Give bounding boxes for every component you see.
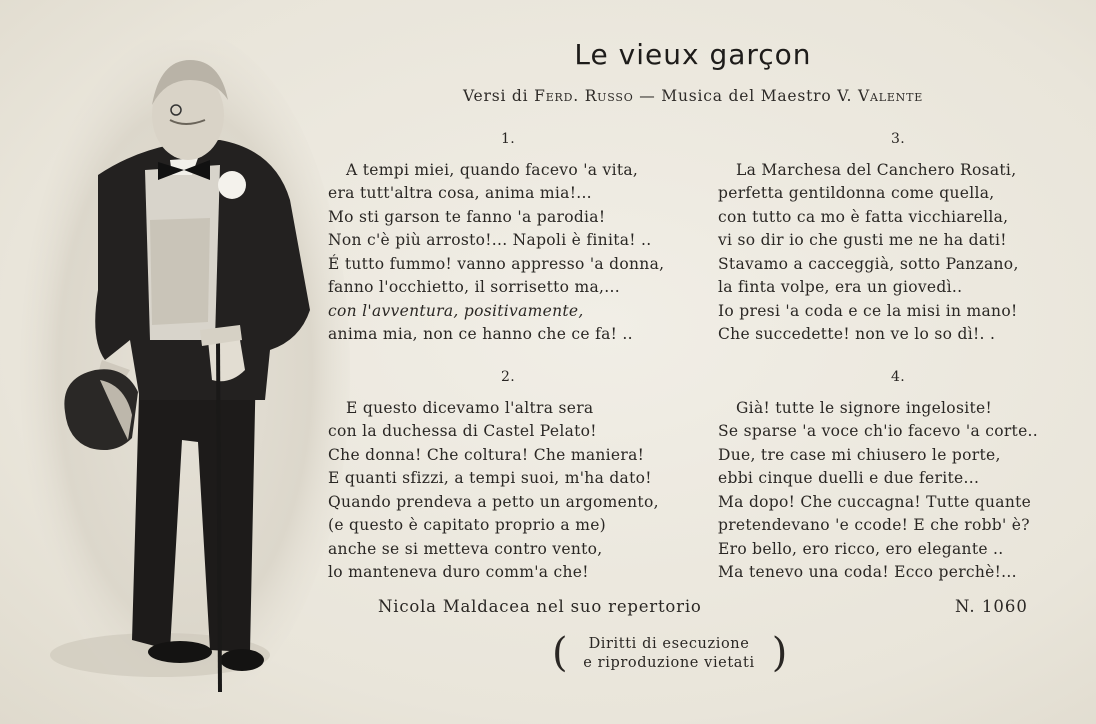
credits-poet: Ferd. Russo (534, 87, 634, 105)
verse-line: Quando prendeva a petto un argomento, (328, 492, 659, 511)
verse-number: 3. (891, 131, 905, 147)
verse-line: era tutt'altra cosa, anima mia!... (328, 184, 592, 202)
verse-line: Ma dopo! Che cuccagna! Tutte quante (718, 492, 1032, 511)
rights-text (572, 635, 766, 673)
credits-prefix: Versi di (462, 87, 529, 105)
credits-separator: — Musica del Maestro (639, 87, 832, 105)
verse-line: ebbi cinque duelli e due ferite... (718, 469, 980, 487)
verse-line: con l'avventura, positivamente, (328, 301, 584, 320)
song-credits (0, 87, 1096, 105)
verse-line: E questo dicevamo l'altra sera (346, 398, 594, 417)
verse-line: Che succedette! non ve lo so dì!. . (718, 325, 996, 343)
rights-line-1: Diritti di esecuzione (588, 636, 750, 652)
verse-line: La Marchesa del Canchero Rosati, (736, 160, 1017, 179)
verse-line: vi so dir io che gusti me ne ha dati! (718, 231, 1007, 249)
verse-line: A tempi miei, quando facevo 'a vita, (346, 160, 639, 179)
performer-portrait (20, 40, 350, 710)
verse-number: 2. (501, 369, 515, 385)
verse-line: É tutto fummo! vanno appresso 'a donna, (328, 254, 665, 273)
verse-line: con tutto ca mo è fatta vicchiarella, (718, 207, 1009, 226)
verse-line: Ero bello, ero ricco, ero elegante .. (718, 539, 1004, 558)
verse-line: Non c'è più arrosto!... Napoli è finita! .. (328, 231, 652, 249)
verse-line: perfetta gentildonna come quella, (718, 184, 995, 202)
rights-notice (552, 630, 788, 676)
verse-line: Già! tutte le signore ingelosite! (736, 398, 992, 417)
verse-line: pretendevano 'e ccode! E che robb' è? (718, 516, 1030, 534)
rights-line-2: e riproduzione vietati (583, 655, 755, 671)
left-parenthesis: ( (552, 630, 569, 676)
verse-2 (328, 366, 688, 585)
verse-line: lo manteneva duro comm'a che! (328, 563, 589, 581)
verse-line: Io presi 'a coda e ce la misi in mano! (718, 301, 1018, 320)
verse-line: Mo sti garson te fanno 'a parodia! (328, 207, 606, 226)
verse-line: anima mia, non ce hanno che ce fa! .. (328, 325, 633, 343)
verse-line: Due, tre case mi chiusero le porte, (718, 445, 1001, 464)
verse-line: Ma tenevo una coda! Ecco perchè!... (718, 563, 1017, 581)
verse-line: Che donna! Che coltura! Che maniera! (328, 445, 645, 464)
right-parenthesis: ) (771, 630, 788, 676)
verse-line: fanno l'occhietto, il sorrisetto ma,... (328, 278, 620, 296)
verse-number: 1. (501, 131, 515, 147)
verse-line: E quanti sfizzi, a tempi suoi, m'ha dato! (328, 469, 652, 487)
verse-line: Se sparse 'a voce ch'io facevo 'a corte.. (718, 422, 1038, 440)
credits-composer: V. Valente (837, 87, 924, 105)
verse-line: anche se si metteva contro vento, (328, 539, 603, 558)
verse-3 (718, 128, 1078, 347)
verse-line: (e questo è capitato proprio a me) (328, 516, 607, 534)
catalog-number: N. 1060 (955, 597, 1028, 616)
performer-caption: Nicola Maldacea nel suo repertorio (378, 597, 702, 616)
verse-line: Stavamo a cacceggià, sotto Panzano, (718, 254, 1019, 273)
verse-4 (718, 366, 1078, 585)
song-title: Le vieux garçon (574, 38, 812, 71)
verse-1 (328, 128, 688, 347)
verse-line: con la duchessa di Castel Pelato! (328, 422, 597, 440)
verse-line: la finta volpe, era un giovedì.. (718, 278, 963, 296)
verse-number: 4. (891, 369, 905, 385)
